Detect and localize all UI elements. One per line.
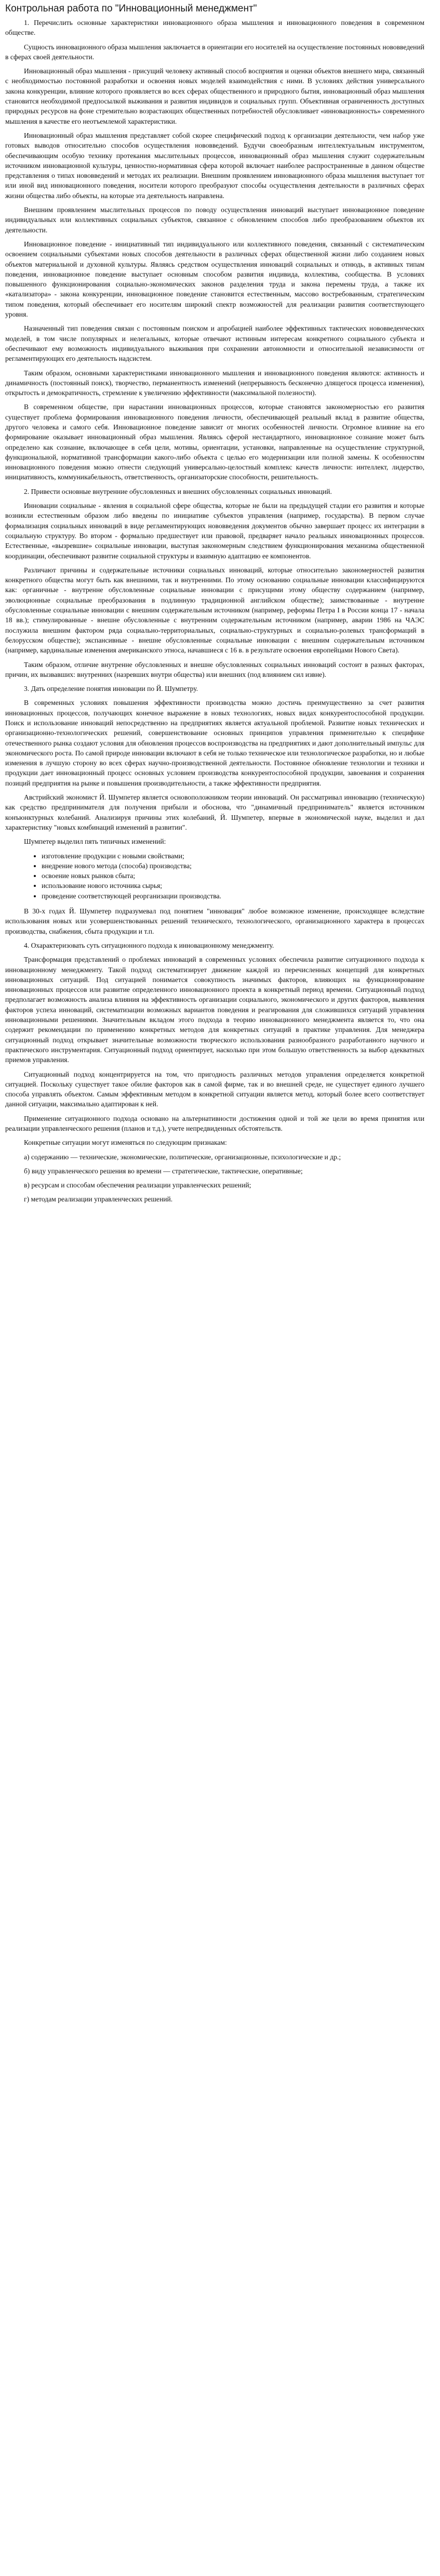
question-1-heading: 1. Перечислить основные характеристики инновационного образа мышления и инновационного поведения в современном обществе.: [5, 19, 424, 37]
paragraph: Конкретные ситуации могут изменяться по следующим признакам:: [24, 1139, 227, 1147]
list-item: • внедрение нового метода (способа) производства;: [42, 861, 424, 871]
paragraph: Инновационный образ мышления - присущий человеку активный способ восприятия и оценки объектов внешнего мира, связанный с необходимостью постоянной разработки и освоения новых моделей взаимодействия с ними. В условиях действия универсального закона конкуренции, влияние которого проявляется во всех сферах общественного и природного бытия, инновационный образ мышления становится необходимой предпосылкой выживания и развития индивидов и социальных групп. Объективная ограниченность доступных природных ресурсов на фоне стремительно возрастающих общественных потребностей обусловливает «инновационность» современного мышления в качестве его неотъемлемой характеристики.: [5, 67, 424, 125]
paragraph: г) методам реализации управленческих решений.: [24, 1195, 173, 1204]
paragraph: В современном обществе, при нарастании инновационных процессов, которые становятся закономерностью его развития существует проблема формирования инновационного поведения личности, обеспечивающей реальный вклад в развитие общества, другого человека и самого себя. Инновационное поведение зависит от многих особенностей личности. Огромное влияние на его формирование оказывает инновационный образ мышления. Являясь сферой нестандартного, инновационное сознание может быть определено как сознание, включающее в себя цели, мотивы, ориентации, установки, направленные на осуществление структурной, функциональной, нормативной трансформации какого-либо объекта с целью его модернизации или полной замены. К особенностям инновационного поведения можно отнести следующий универсально-целостный комплекс качеств личности: интеллект, лидерство, инициативность, коммуникабельность, ответственность, организаторские способности, решительность.: [5, 403, 424, 481]
list-item: • освоение новых рынков сбыта;: [42, 871, 424, 881]
list-item: • изготовление продукции с новыми свойствами;: [42, 851, 424, 861]
paragraph: Австрийский экономист Й. Шумпетер является основоположником теории инноваций. Он рассматривал инновацию (техническую) как средство предпринимателя для получения прибыли и обоснова, что "динамичный предприниматель" является источником конъюнктурных колебаний. Анализируя причины этих колебаний, Й. Шумпетер, впервые в экономической науке, выделил и дал характеристику "новых комбинаций изменений в развитии".: [5, 793, 424, 831]
paragraph: б) виду управленческого решения во времени — стратегические, тактические, оперативные;: [24, 1167, 303, 1175]
paragraph: Различают причины и содержательные источники социальных инноваций, которые относительно закономерностей развития конкретного общества могут быть как внешними, так и внутренними. По этому основанию социальные инновации классифицируются как: органичные - внутренне обусловленные социальные инновации с присущими этому обществу содержанием (например, эволюционные социальные преобразования в подлинную традиционной английском обществе); заимствованные - внутренне обусловленные социальные инновации с внешним содержательным источником (например, реформы Петра I в России конца 17 - начала 18 вв.); стимулированные - внешне обусловленные с внутренним содержательным источником (например, аварии 1986 на ЧАЭС послужила внешним фактором ряда социально-территориальных, социально-структурных и социально-ролевых трансформаций в белорусском обществе); экспансивные - внешне обусловленные социальные инновации с внешним содержательным источником (например, кардинальные изменения американского этноса, начавшиеся с 16 в. в результате освоения европейцами Нового Света).: [5, 566, 424, 655]
paragraph: Инновационное поведение - инициативный тип индивидуального или коллективного поведения, связанный с систематическим освоением социальными субъектами новых способов деятельности в различных сферах общественной жизни либо созданием новых объектов материальной и духовной культуры. Являясь средством осуществления инноваций социальных и отнюдь, в активных типам поведения, инновационное поведение выступает основным способом развития индивида, коллектива, сообщества. В условиях повышенного функционирования социально-экономических законов разделения труда и закона перемены труда, а также их «катализатора» - закона конкуренции, инновационное поведение становится естественным, массово востребованным, стратегическим типом поведения, который обеспечивает его носителям широкий спектр возможностей для реализации развития соответствующего уровня.: [5, 240, 424, 319]
page-title: Контрольная работа по "Инновационный менеджмент": [5, 3, 257, 14]
question-3-heading: 3. Дать определение понятия инновации по Й. Шумпетру.: [24, 685, 198, 693]
paragraph: Шумпетер выделил пять типичных изменений:: [24, 838, 166, 846]
paragraph: в) ресурсам и способам обеспечения реализации управленческих решений;: [24, 1181, 251, 1189]
paragraph: Внешним проявлением мыслительных процессов по поводу осуществления инноваций выступает инновационное поведение индивидуальных или коллективных социальных субъектов, связанное с обновлением способов либо преобразованием объектов их деятельности.: [5, 206, 424, 234]
paragraph: Таким образом, основными характеристиками инновационного мышления и инновационного поведения являются: активность и динамичность (постоянный поиск), творчество, перманентность изменений (непрерывность бесконечно длящегося процесса изменения), открытость и демократичность, стремление к увеличению эффективности (максимальной полезности).: [5, 369, 424, 397]
paragraph: Применение ситуационного подхода основано на альтернативности достижения одной и той же цели во время принятия или реализации управленческого решения (планов и т.д.), учете непредвиденных обстоятельств.: [5, 1114, 424, 1132]
paragraph: Сущность инновационного образа мышления заключается в ориентации его носителей на осуществление постоянных нововведений в сферах своей деятельности.: [5, 43, 424, 61]
list-item: • использование нового источника сырья;: [42, 881, 424, 891]
document: [0, 0, 430, 1221]
paragraph: Инновации социальные - явления в социальной сфере общества, которые не были на предыдущей стадии его развития и которые возникли естественным образом либо введены по инициативе субъектов управления (например, государства). В первом случае формализация социальных инноваций в виде регламентирующих нововведения документов обычно завершает процесс их интеграции в социальную структуру. Во втором - формально предшествует или правовой, предваряет начало реальных инновационных процессов. Естественные, «вызревшие» социальные инновации, выступая закономерным следствием функционирования механизма общественной координации, обеспечивают развитие социальной структуры и взаимную адаптацию ее компонентов.: [5, 502, 424, 560]
list-item: • проведение соответствующей реорганизации производства.: [42, 891, 424, 901]
paragraph: Назначенный тип поведения связан с постоянным поиском и апробацией наиболее эффективных тактических нововведенческих моделей, в том числе популярных и нелегальных, которые отвечают истинным интересам конкретного социального субъекта и обеспечивают ему возможность индивидуального выживания при сохранении автономности и относительной независимости от регламентирующих его деятельность надсистем.: [5, 324, 424, 363]
paragraph: В 30-х годах Й. Шумпетер подразумевал под понятием "инновация" любое возможное изменение, происходящее вследствие использования новых или усовершенствованных решений технического, технологического, организационного характера в процессах производства, снабжения, сбыта продукции и т.п.: [5, 907, 424, 935]
paragraph: Ситуационный подход концентрируется на том, что пригодность различных методов управления определяется конкретной ситуацией. Поскольку существует такое обилие факторов как в самой фирме, так и во внешней среде, не существует единого лучшего способа управлять объектом. Самым эффективным методом в конкретной ситуации является метод, который более всего соответствует данной ситуации, максимально адаптирован к ней.: [5, 1070, 424, 1108]
schumpeter-changes-list: [5, 851, 424, 901]
question-4-heading: 4. Охарактеризовать суть ситуационного подхода к инновационному менеджменту.: [24, 941, 274, 949]
paragraph: Трансформация представлений о проблемах инноваций в современных условиях обеспечила развитие ситуационного подхода к инновационному менеджменту. Такой подход систематизирует движение каждой из перечисленных концепций для конкретных инновационных ситуаций. Под ситуацией понимается совокупность значимых факторов, влияющих на функционирование инновационных процессов или развитие определенного инновационного проекта в конкретный период времени. Ситуационный подход предполагает возможность анализа влияния на эффективность организации социального, экономического и других факторов, выявления факторов успеха инноваций, систематизации возможных вариантов поведения и реагирования для сложившихся ситуаций управления инновационными решениями. Значительным вкладом этого подхода в теорию инновационного менеджмента является то, что она содержит рекомендации по применению конкретных методов для конкретных ситуаций в практике управления. Для менеджера ситуационный подход открывает значительные возможности творческого использования разнообразного разработанного научного и практического инструментария. Ситуационный подход ориентирует, насколько при этом большую ответственность за выбор адекватных приемов управления.: [5, 956, 424, 1064]
paragraph: В современных условиях повышения эффективности производства можно достичь преимущественно за счет развития инновационных процессов, получающих конечное выражение в новых технологиях, новых видах конкурентоспособной продукции. Поиск и использование инноваций непосредственно на предприятиях является актуальной проблемой. Развитие новых технических и организационно-технологических решений, совершенствование основных принципов управления применительно к специфике отечественного рынка создают условия для обновления процессов воспроизводства на предприятиях и дают дополнительный импульс для экономического роста. По самой природе инновации включают в себя не только техническое или технологическое разработки, но и любые изменения в лучшую сторону во всех сферах научно-производственной деятельности. Постоянное обновление технологии и техники и продукции дает инновационный процесс основных условием производства конкурентоспособной продукции, завоевания и сохранения позиций предприятия на рынке и повышения производительности, а также эффективности предприятия.: [5, 699, 424, 787]
question-2-heading: 2. Привести основные внутренние обусловленных и внешних обусловленных социальных инноваций.: [24, 487, 332, 495]
paragraph: Инновационный образ мышления представляет собой скорее специфический подход к организации деятельности, чем набор уже готовых выводов относительно способов осуществления нововведений. Будучи своеобразным интеллектуальным инструментом, обеспечивающим особую технику протекания мыслительных процессов, инновационный образ мышления служит содержательным источником инновационной культуры, ценностно-нормативная сфера которой включает наиболее распространенные в данном обществе представления о типах нововведений и методах их реализации. Внешним проявлением инновационного образа мышления выступает тот или иной вид инновационного поведения, носители которого преобразуют способы осуществления деятельности в различных сферах жизни общества либо объекты, на которые эта деятельность направлена.: [5, 131, 424, 200]
paragraph: а) содержанию — технические, экономические, политические, организационные, психологические и др.;: [24, 1153, 341, 1161]
paragraph: Таким образом, отличие внутренне обусловленных и внешне обусловленных социальных инноваций состоит в разных факторах, причин, их вызвавших: внутренних (назревших внутри общества) или внешних (под влиянием сил извне).: [5, 660, 424, 678]
